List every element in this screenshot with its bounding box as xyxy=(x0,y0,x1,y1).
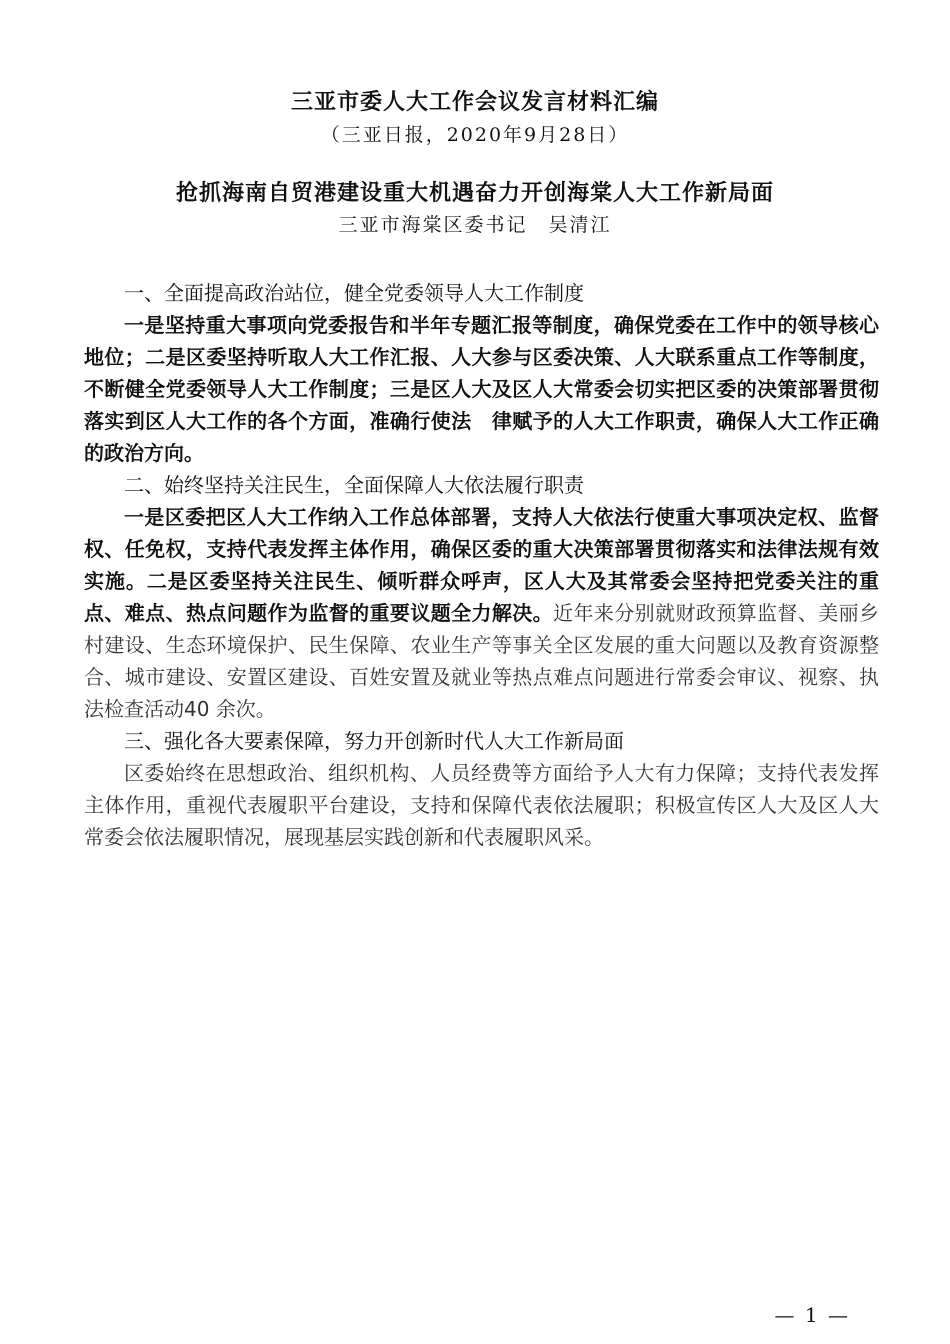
section-paragraph xyxy=(84,309,879,469)
paragraph-bold-text: 一是坚持重大事项向党委报告和半年专题汇报等制度，确保党委在工作中的领导核心地位；二是区委坚持听取人大工作汇报、人大参与区委决策、人大联系重点工作等制度，不断健全党委领导人大工作制度；三是区人大及区人大常委会切实把区委的决策部署贯彻落实到区人大工作的各个方面，准确行使法 律赋予的人大工作职责，确保人大工作正确的政治方向。 xyxy=(84,313,879,465)
paragraph-bold-text: 一是区委把区人大工作纳入工作总体部署，支持人大依法行使重大事项决定权、监督权、任免权，支持代表发挥主体作用，确保区委的重大决策部署贯彻落实和法律法规有效实施。二是区委坚持关注民生、倾听群众呼声，区人大及其常委会坚持把党委关注的重点、难点、热点问题作为监督的重要议题全力解决。 xyxy=(84,505,879,625)
collection-title: 三亚市委人大工作会议发言材料汇编 xyxy=(290,89,659,115)
section-heading: 三、强化各大要素保障，努力开创新时代人大工作新局面 xyxy=(124,729,624,753)
page-number: — 1 — xyxy=(774,1303,850,1327)
article-title: 抢抓海南自贸港建设重大机遇奋力开创海棠人大工作新局面 xyxy=(175,180,774,206)
section-heading: 一、全面提高政治站位，健全党委领导人大工作制度 xyxy=(124,281,584,305)
section-heading: 二、始终坚持关注民生，全面保障人大依法履行职责 xyxy=(124,473,584,497)
paragraph-plain-text: 区委始终在思想政治、组织机构、人员经费等方面给予人大有力保障；支持代表发挥主体作用，重视代表履职平台建设，支持和保障代表依法履职；积极宣传区人大及区人大常委会依法履职情况，展现基层实践创新和代表履职风采。 xyxy=(84,761,879,849)
section-paragraph xyxy=(84,501,879,725)
article-body xyxy=(84,277,879,853)
paragraph-plain-text: 近年来分别就财政预算监督、美丽乡村建设、生态环境保护、民生保障、农业生产等事关全区发展的重大问题以及教育资源整合、城市建设、安置区建设、百姓安置及就业等热点难点问题进行常委会审议、视察、执法检查活动40 余次。 xyxy=(84,601,880,721)
section-paragraph xyxy=(84,757,879,853)
author-byline: 三亚市海棠区委书记 吴清江 xyxy=(338,214,612,236)
source-date-line: （三亚日报，2020年9月28日） xyxy=(320,124,630,146)
